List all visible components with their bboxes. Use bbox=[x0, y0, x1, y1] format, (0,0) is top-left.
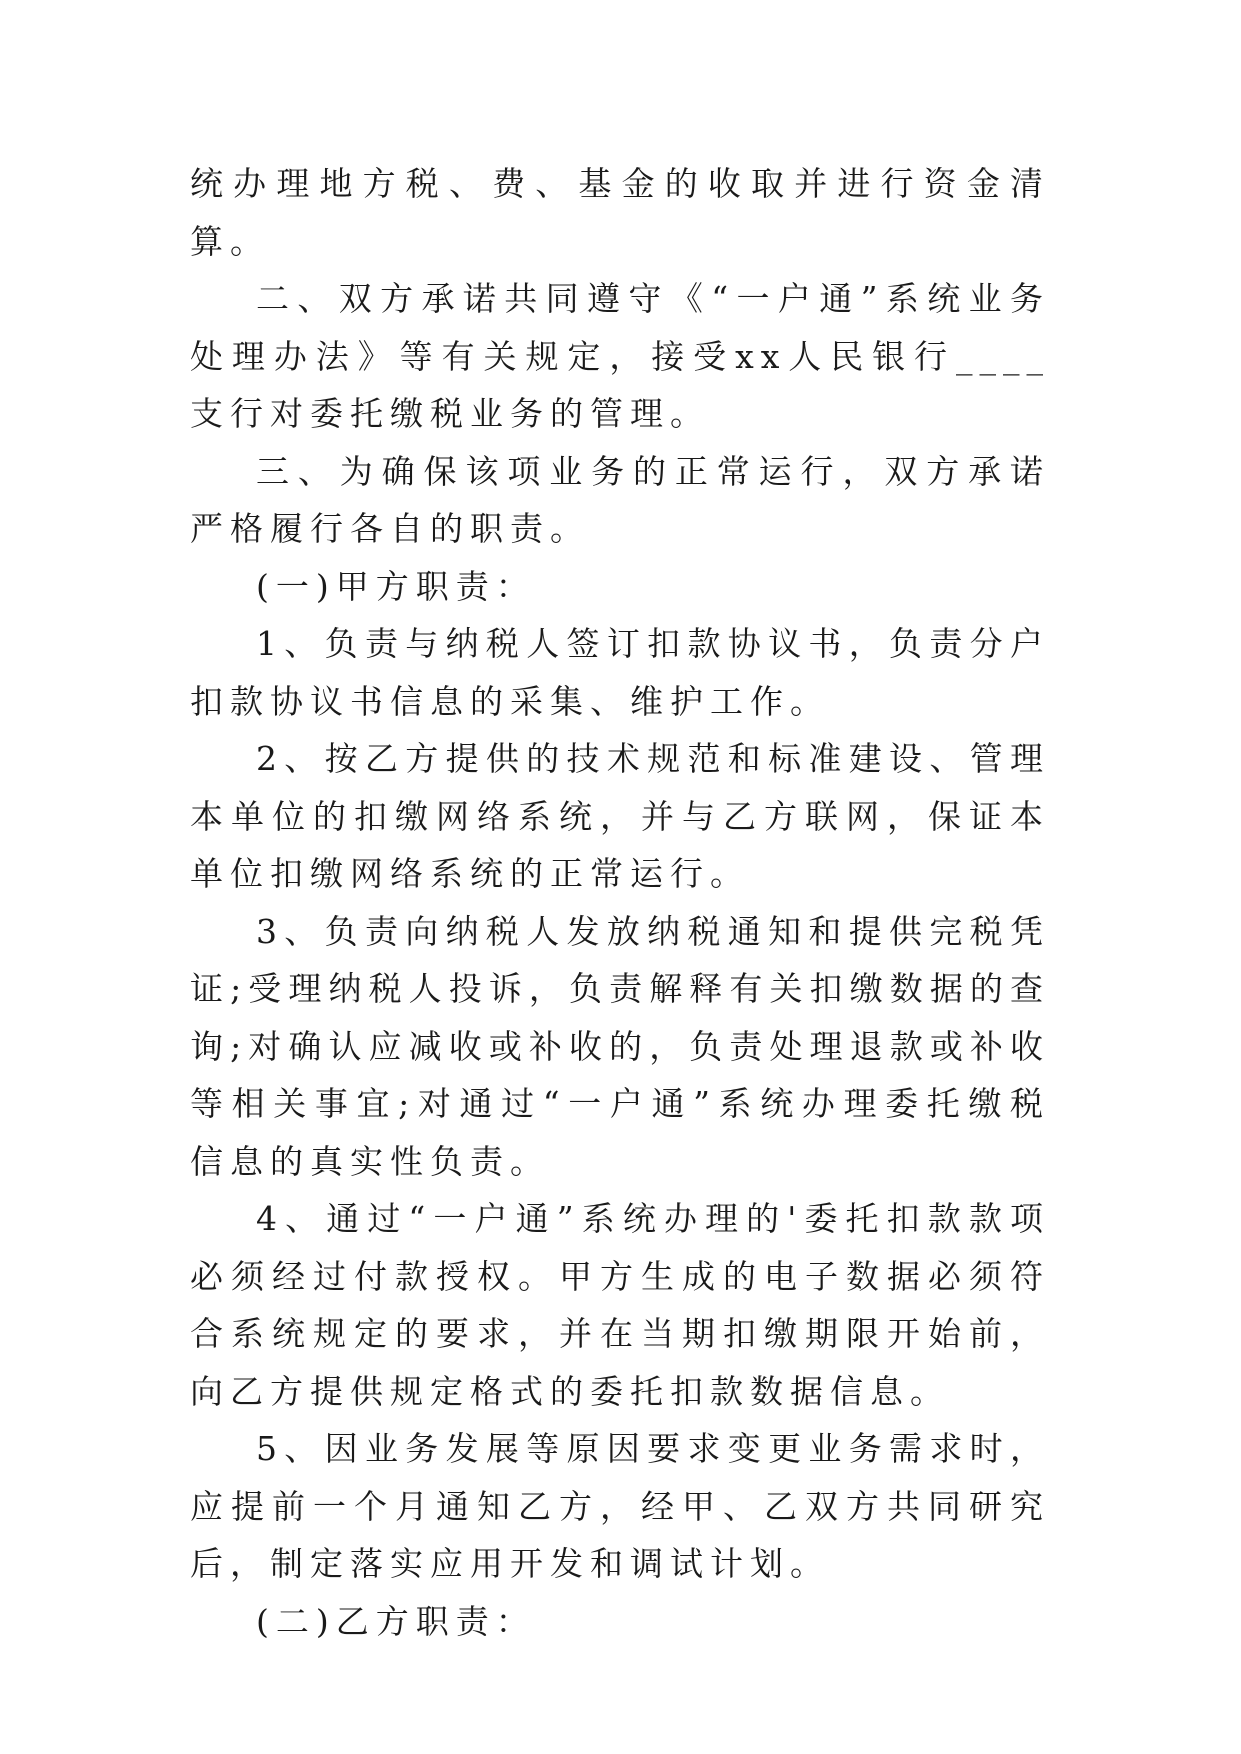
heading-party-a-duties: (一)甲方职责： bbox=[256, 566, 536, 606]
paragraph-item-5: 5、因业务发展等原因要求变更业务需求时，应提前一个月通知乙方，经甲、乙双方共同研究后，制定落实应用开发和调试计划。 bbox=[190, 1429, 1050, 1583]
paragraph-item-4: 4、通过“一户通”系统办理的'委托扣款款项必须经过付款授权。甲方生成的电子数据必须符合系统规定的要求，并在当期扣缴期限开始前，向乙方提供规定格式的委托扣款数据信息。 bbox=[190, 1199, 1050, 1411]
paragraph-item-1: 1、负责与纳税人签订扣款协议书，负责分户扣款协议书信息的采集、维护工作。 bbox=[190, 624, 1050, 721]
paragraph-clause-3: 三、为确保该项业务的正常运行，双方承诺严格履行各自的职责。 bbox=[190, 451, 1050, 548]
document-page bbox=[190, 155, 1050, 1650]
paragraph-item-2: 2、按乙方提供的技术规范和标准建设、管理本单位的扣缴网络系统，并与乙方联网，保证本单位扣缴网络系统的正常运行。 bbox=[190, 739, 1050, 893]
paragraph-clause-2: 二、双方承诺共同遵守《“一户通”系统业务处理办法》等有关规定，接受xx人民银行____支行对委托缴税业务的管理。 bbox=[190, 279, 1050, 433]
heading-party-b-duties: (二)乙方职责： bbox=[256, 1601, 536, 1641]
paragraph-continuation: 统办理地方税、费、基金的收取并进行资金清算。 bbox=[190, 164, 1050, 261]
paragraph-item-3: 3、负责向纳税人发放纳税通知和提供完税凭证;受理纳税人投诉，负责解释有关扣缴数据的查询;对确认应减收或补收的，负责处理退款或补收等相关事宜;对通过“一户通”系统办理委托缴税信息的真实性负责。 bbox=[190, 911, 1050, 1181]
